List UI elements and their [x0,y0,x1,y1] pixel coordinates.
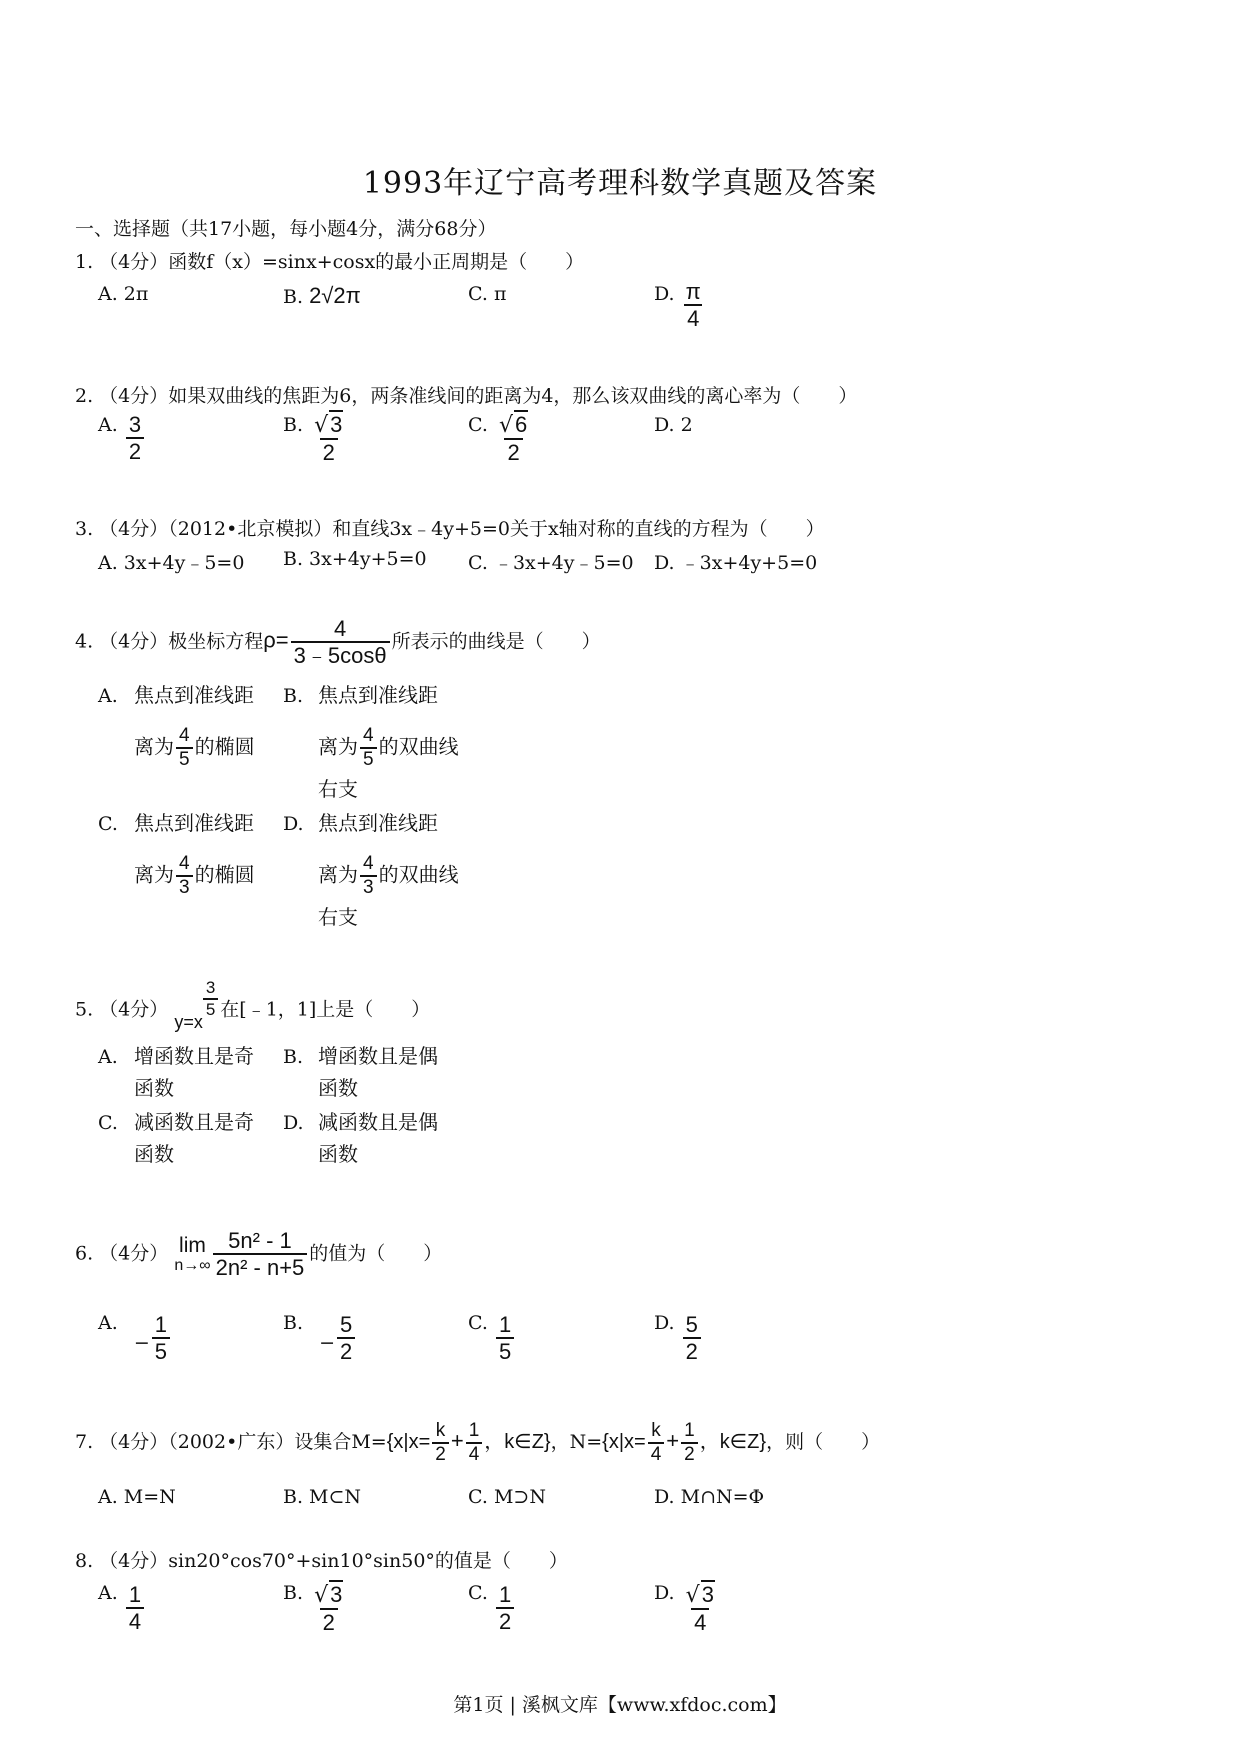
q6-a-fraction [152,1312,170,1365]
limit-subscript: n→∞ [174,1257,211,1275]
fraction-numerator: 5n² - 1 [228,1228,292,1253]
fraction-denominator: 2 [496,1607,514,1634]
fraction-denominator: 4 [648,1442,665,1466]
q4-option-c-line1: 焦点到准线距 [134,811,254,835]
fraction-denominator: 5 [203,998,218,1020]
q4-option-b-line3: 右支 [318,777,358,801]
fraction-numerator: 1 [684,1420,695,1441]
fraction-denominator: 3﹣5cosθ [291,641,390,668]
q4-option-b-line2 [318,725,459,771]
q6-prefix: 6. （4分） [75,1242,169,1265]
q2-option-b-fraction [311,412,346,466]
text: 的椭圆 [194,734,255,759]
fraction-numerator: k [435,1420,446,1441]
limit-operator: lim [179,1233,206,1257]
q5-option-d-label: D. [283,1112,304,1134]
fraction-denominator: 2 [504,438,522,465]
q4-option-b-label: B. [283,685,304,707]
fraction-denominator: 2 [683,1337,701,1364]
fraction-numerator: √6 [498,412,528,438]
q4-option-d-line2 [318,853,459,899]
question-8: 8. （4分）sin20°cos70°+sin10°sin50°的值是（ ） [75,1550,568,1572]
q1-option-d-fraction [683,279,704,332]
q4-option-d-label: D. [283,813,304,835]
text: 的双曲线 [378,734,459,759]
fraction-denominator: 4 [466,1442,483,1466]
section-heading: 一、选择题（共17小题，每小题4分，满分68分） [75,218,497,240]
q7-n-frac1 [648,1420,665,1466]
q1-option-a: A. 2π [98,283,149,305]
question-6 [75,1228,442,1281]
q5-option-a-label: A. [98,1046,118,1068]
fraction-numerator: 3 [205,978,216,997]
sqrt-radicand: 3 [330,412,343,437]
fraction-numerator: 4 [333,616,347,641]
q2-option-a-label: A. [98,414,118,436]
minus-sign: − [133,1332,150,1354]
fraction-numerator: √3 [314,1582,343,1608]
q1-option-b-label: B. [283,286,304,308]
fraction-denominator: 5 [176,747,193,771]
q2-option-b-label: B. [283,414,304,436]
q5-option-d-line1: 减函数且是偶 [318,1110,438,1134]
page-footer: 第1页 | 溪枫文库【www.xfdoc.com】 [453,1694,787,1716]
fraction-denominator: 2 [681,1442,698,1466]
q5-option-b-label: B. [283,1046,304,1068]
minus-sign: − [319,1332,335,1354]
q5-option-d-line2: 函数 [318,1142,358,1166]
q5-prefix: 5. （4分） [75,998,169,1021]
option-label: A. [98,1582,118,1604]
q8-d-fraction [683,1582,718,1636]
q2-option-c-label: C. [468,414,488,436]
fraction-numerator: 1 [128,1582,142,1607]
q6-c-fraction [496,1312,514,1365]
q5-option-a-line1: 增函数且是奇 [134,1044,254,1068]
q2-option-a [98,414,146,465]
fraction-denominator: 2 [432,1442,449,1466]
fraction-numerator: 1 [154,1312,167,1337]
q4-prefix: 4. （4分）极坐标方程 [75,630,264,653]
q4-option-d-line3: 右支 [318,905,358,929]
q4-option-c-label: C. [98,813,118,835]
fraction-denominator: 4 [126,1607,144,1634]
q6-option-b [283,1312,357,1365]
fraction-numerator: 4 [179,725,190,746]
option-label: D. [654,1312,675,1334]
q7-option-b: B. M⊂N [283,1486,362,1508]
question-1: 1. （4分）函数f（x）=sinx+cosx的最小正周期是（ ） [75,251,585,273]
fraction-denominator: 5 [496,1337,514,1364]
fraction-denominator: 2 [320,1608,338,1635]
q3-option-c: C. ﹣3x+4y﹣5=0 [468,552,634,574]
fraction-denominator: 2n² - n+5 [213,1253,308,1280]
text: 的椭圆 [194,862,255,887]
q4-b-fraction [360,725,377,771]
plus-sign: + [450,1427,464,1453]
q7-option-d: D. M∩N=Φ [654,1486,765,1508]
option-label: B. [283,1312,304,1334]
fraction-numerator: 5 [685,1312,698,1337]
fraction-numerator: 4 [179,853,190,874]
q7-option-c: C. M⊃N [468,1486,546,1508]
q3-option-a: A. 3x+4y﹣5=0 [98,552,245,574]
q8-b-fraction [311,1582,346,1636]
q7-set-m-close: ，k∈Z} [484,1430,551,1453]
question-4 [75,616,601,669]
q6-option-a [98,1312,172,1365]
sqrt-radicand: 3 [330,1582,343,1607]
question-5 [75,978,431,1032]
q5-option-b-line1: 增函数且是偶 [318,1044,438,1068]
q6-suffix: 的值为（ ） [309,1242,443,1265]
plus-sign: + [666,1427,680,1453]
fraction-numerator: 3 [128,412,142,437]
q4-d-fraction [360,853,377,899]
option-label: B. [283,1582,304,1604]
q4-option-d-line1: 焦点到准线距 [318,811,438,835]
q1-option-b-math: 2√2π [309,283,361,308]
q4-fraction [291,616,390,669]
q1-option-d-label: D. [654,283,675,305]
q8-option-a [98,1582,146,1635]
q5-option-c-line1: 减函数且是奇 [134,1110,254,1134]
q6-option-d [654,1312,703,1365]
text: 离为 [318,734,358,759]
q2-option-d: D. 2 [654,414,693,436]
q2-option-c-fraction [496,412,531,466]
fraction-numerator: k [651,1420,661,1441]
fraction-denominator: 3 [360,875,377,899]
q5-option-b-line2: 函数 [318,1076,358,1100]
option-label: A. [98,1312,118,1334]
q4-option-a-line1: 焦点到准线距 [134,683,254,707]
q7-n-frac2 [681,1420,698,1466]
fraction-numerator: 4 [363,725,374,746]
q5-option-c-label: C. [98,1112,118,1134]
q1-option-c: C. π [468,283,507,305]
q7-suffix: ，则（ ） [766,1430,881,1453]
fraction-denominator: 5 [360,747,377,771]
q4-a-fraction [176,725,193,771]
q7-mid: ，N= [550,1430,603,1453]
fraction-denominator: 2 [337,1337,355,1364]
fraction-numerator: √3 [685,1582,714,1608]
q4-option-a-line2 [134,725,255,771]
fraction-numerator: 5 [339,1312,353,1337]
fraction-denominator: 4 [684,304,702,331]
q7-m-frac1 [432,1420,449,1466]
q8-c-fraction [496,1582,514,1635]
q6-option-c [468,1312,516,1365]
q4-suffix: 所表示的曲线是（ ） [391,630,601,653]
question-7 [75,1420,880,1466]
q5-suffix: 在[﹣1，1]上是（ ） [220,998,431,1021]
q5-option-c-line2: 函数 [134,1142,174,1166]
q6-limit [174,1234,210,1275]
option-label: C. [468,1312,488,1334]
q6-fraction [213,1228,308,1281]
q7-prefix: 7. （4分）（2002•广东）设集合M= [75,1430,387,1453]
q3-option-b: B. 3x+4y+5=0 [283,548,427,570]
q2-option-b [283,414,348,466]
text: 离为 [318,862,358,887]
option-label: D. [654,1582,675,1604]
q4-option-c-line2 [134,853,255,899]
q8-a-fraction [126,1582,144,1635]
fraction-numerator: √3 [314,412,343,438]
q1-option-d [654,279,706,332]
text: 的双曲线 [378,862,459,887]
q6-d-fraction [683,1312,701,1365]
q7-option-a: A. M=N [98,1486,176,1508]
sqrt-radicand: 3 [701,1582,714,1607]
fraction-numerator: π [685,279,701,304]
page-title: 1993年辽宁高考理科数学真题及答案 [362,166,878,201]
q7-set-n-close: ，k∈Z} [699,1430,767,1453]
fraction-numerator: 1 [498,1312,512,1337]
fraction-denominator: 2 [126,437,144,464]
q4-rho: ρ= [263,627,289,653]
q7-m-frac2 [466,1420,483,1466]
fraction-denominator: 3 [176,875,193,899]
q8-option-b [283,1582,348,1636]
q7-set-n-open: {x|x= [602,1430,646,1453]
q5-function: y=x [174,1011,203,1032]
q4-option-a-label: A. [98,685,118,707]
q6-b-fraction [337,1312,355,1365]
q5-option-a-line2: 函数 [134,1076,174,1100]
question-2: 2. （4分）如果双曲线的焦距为6，两条准线间的距离为4，那么该双曲线的离心率为（ ） [75,385,858,407]
q1-option-b [283,283,361,309]
q2-option-a-fraction [126,412,144,465]
q5-exponent [203,978,218,1019]
fraction-numerator: 4 [363,853,374,874]
option-label: C. [468,1582,488,1604]
q8-option-d [654,1582,720,1636]
text: 离为 [134,734,174,759]
q8-option-c [468,1582,516,1635]
fraction-denominator: 4 [691,1608,709,1635]
q3-option-d: D. ﹣3x+4y+5=0 [654,552,818,574]
text: 离为 [134,862,174,887]
fraction-numerator: 1 [468,1420,480,1441]
fraction-numerator: 1 [498,1582,512,1607]
fraction-denominator: 2 [320,438,338,465]
sqrt-radicand: 6 [514,412,528,437]
q7-set-m-open: {x|x= [386,1430,431,1453]
q2-option-c [468,414,533,466]
question-3: 3. （4分）（2012•北京模拟）和直线3x﹣4y+5=0关于x轴对称的直线的方程为（ ） [75,518,825,540]
fraction-denominator: 5 [152,1337,170,1364]
q4-option-b-line1: 焦点到准线距 [318,683,438,707]
q4-c-fraction [176,853,193,899]
